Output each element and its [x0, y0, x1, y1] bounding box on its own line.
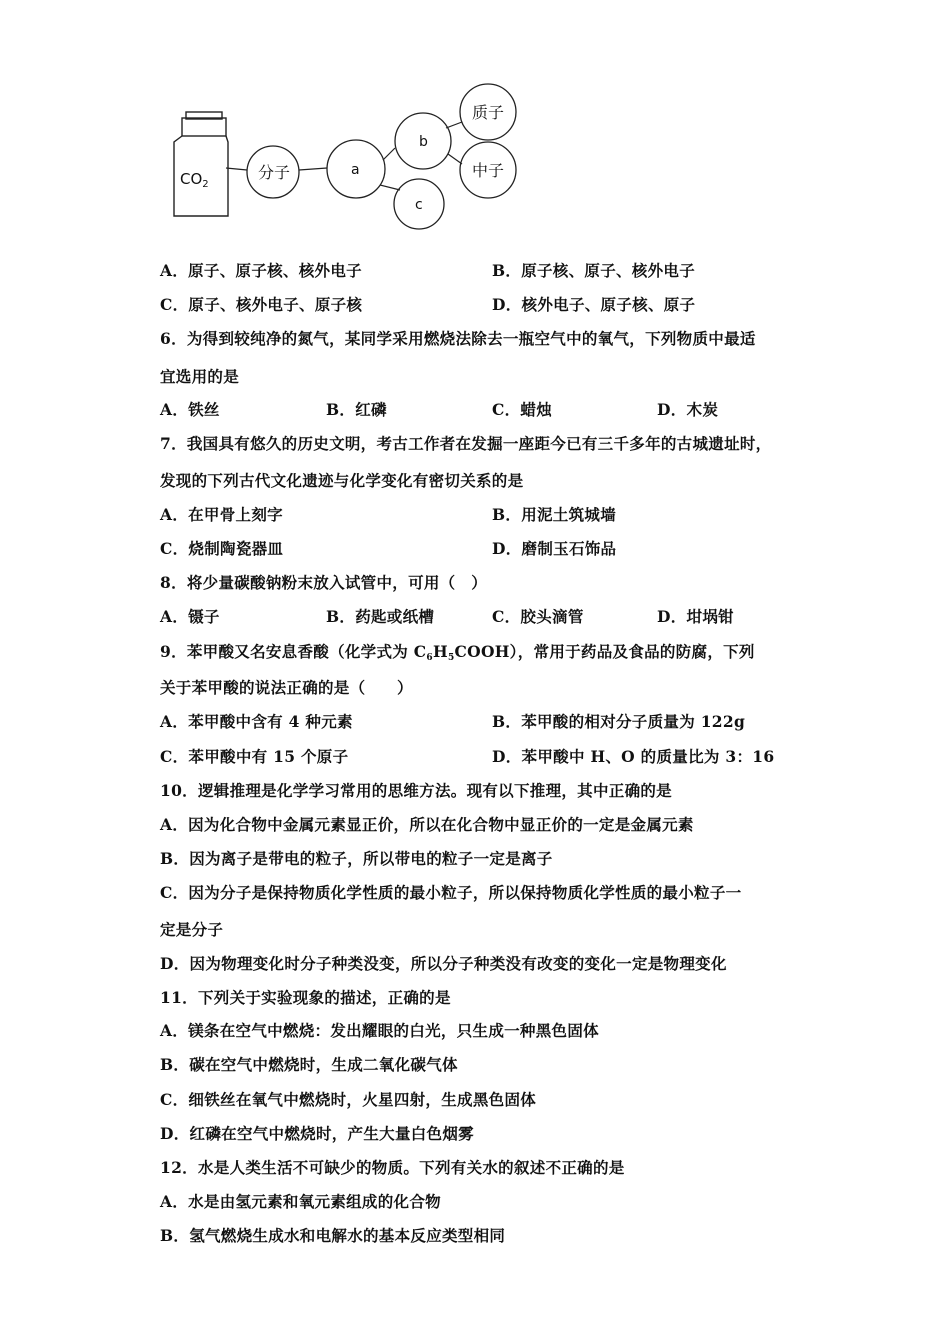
q12-stem: 12．水是人类生活不可缺少的物质。下列有关水的叙述不正确的是 [160, 1158, 625, 1177]
q11-option-d: D．红磷在空气中燃烧时，产生大量白色烟雾 [160, 1124, 474, 1143]
reagent-bottle-icon [174, 112, 228, 216]
q8-option-b: B．药匙或纸槽 [326, 607, 435, 626]
q8-option-a: A．镊子 [160, 607, 220, 626]
q10-option-c-line2: 定是分子 [160, 920, 224, 939]
q5-option-b: B．原子核、原子、核外电子 [492, 261, 696, 280]
q10-option-d: D．因为物理变化时分子种类没变，所以分子种类没有改变的变化一定是物理变化 [160, 954, 727, 973]
q8-option-c: C．胶头滴管 [492, 607, 584, 626]
q10-option-b: B．因为离子是带电的粒子，所以带电的粒子一定是离子 [160, 849, 553, 868]
q9-option-b: B．苯甲酸的相对分子质量为 122g [492, 712, 746, 731]
q6-stem-line1: 6．为得到较纯净的氮气，某同学采用燃烧法除去一瓶空气中的氧气，下列物质中最适 [160, 329, 756, 348]
q7-option-a: A．在甲骨上刻字 [160, 505, 283, 524]
q11-option-a: A．镁条在空气中燃烧：发出耀眼的白光，只生成一种黑色固体 [160, 1021, 599, 1040]
q5-option-d: D．核外电子、原子核、原子 [492, 295, 696, 314]
q6-stem-line2: 宜选用的是 [160, 367, 240, 386]
q10-stem: 10．逻辑推理是化学学习常用的思维方法。现有以下推理，其中正确的是 [160, 781, 672, 800]
q7-option-c: C．烧制陶瓷器皿 [160, 539, 284, 558]
q11-option-b: B．碳在空气中燃烧时，生成二氧化碳气体 [160, 1055, 458, 1074]
q7-option-d: D．磨制玉石饰品 [492, 539, 617, 558]
q7-stem-line1: 7．我国具有悠久的历史文明，考古工作者在发掘一座距今已有三千多年的古城遗址时， [160, 434, 772, 453]
q7-option-b: B．用泥土筑城墙 [492, 505, 617, 524]
molecule-label: 分子 [258, 163, 291, 182]
q9-option-a: A．苯甲酸中含有 4 种元素 [160, 712, 353, 731]
q9-option-d: D．苯甲酸中 H、O 的质量比为 3：16 [492, 747, 775, 766]
co2-structure-diagram [160, 78, 530, 238]
q10-option-a: A．因为化合物中金属元素显正价，所以在化合物中显正价的一定是金属元素 [160, 815, 694, 834]
q12-option-a: A．水是由氢元素和氧元素组成的化合物 [160, 1192, 441, 1211]
label-a: a [351, 162, 360, 178]
q9-stem-line1: 9．苯甲酸又名安息香酸（化学式为 $C_6H_5COOH$），常用于药品及食品的防腐，下列 [160, 642, 755, 663]
q8-option-d: D．坩埚钳 [657, 607, 734, 626]
q6-option-c: C．蜡烛 [492, 400, 553, 419]
label-c: c [415, 197, 423, 213]
q10-option-c-line1: C．因为分子是保持物质化学性质的最小粒子，所以保持物质化学性质的最小粒子一 [160, 883, 742, 902]
neutron-label: 中子 [472, 161, 505, 180]
q6-option-a: A．铁丝 [160, 400, 220, 419]
label-b: b [419, 134, 428, 150]
q12-option-b: B．氢气燃烧生成水和电解水的基本反应类型相同 [160, 1226, 506, 1245]
q6-option-b: B．红磷 [326, 400, 387, 419]
q9-option-c: C．苯甲酸中有 15 个原子 [160, 747, 349, 766]
q5-option-c: C．原子、核外电子、原子核 [160, 295, 363, 314]
q11-stem: 11．下列关于实验现象的描述，正确的是 [160, 988, 451, 1007]
q5-option-a: A．原子、原子核、核外电子 [160, 261, 362, 280]
q6-option-d: D．木炭 [657, 400, 719, 419]
q8-stem: 8．将少量碳酸钠粉末放入试管中，可用（ ） [160, 573, 488, 592]
q11-option-c: C．细铁丝在氧气中燃烧时，火星四射，生成黑色固体 [160, 1090, 537, 1109]
bottle-label: $CO_2$ [180, 170, 209, 190]
proton-label: 质子 [472, 103, 505, 122]
q7-stem-line2: 发现的下列古代文化遗迹与化学变化有密切关系的是 [160, 471, 524, 490]
q9-stem-line2: 关于苯甲酸的说法正确的是（ ） [160, 678, 413, 697]
